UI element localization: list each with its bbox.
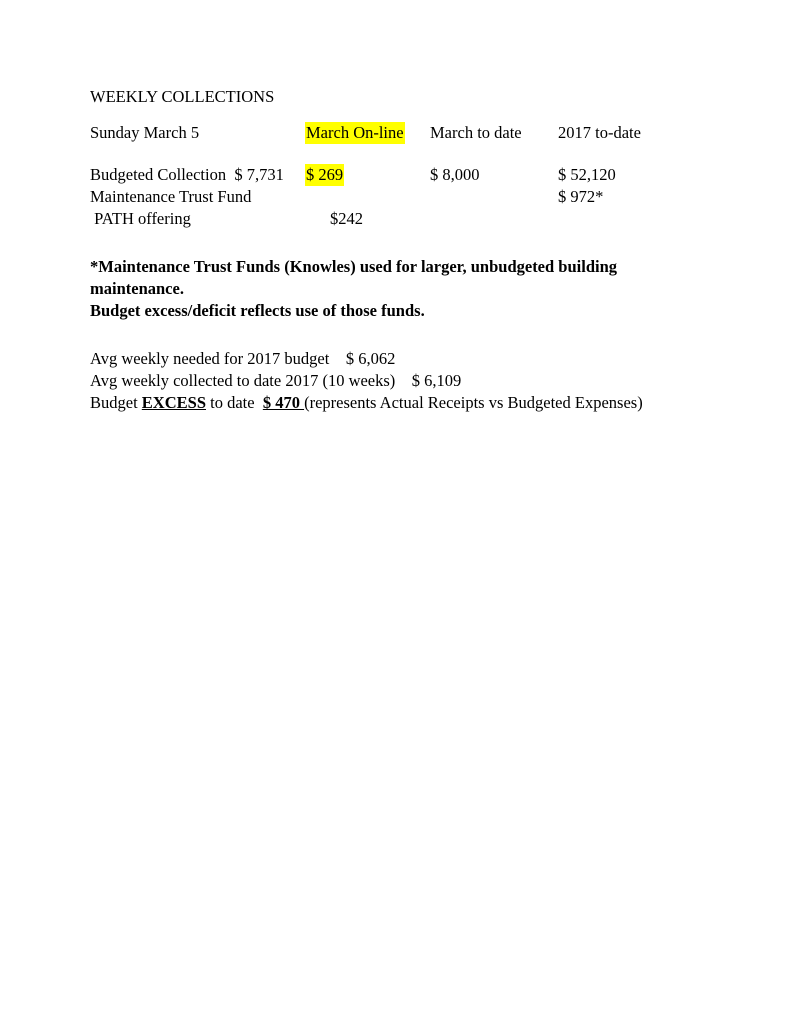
budgeted-collection-online: $ 269 (306, 165, 344, 184)
note-line-2: maintenance. (90, 279, 184, 298)
maintenance-trust-fund-label: Maintenance Trust Fund (90, 187, 252, 206)
budget-excess-word: EXCESS (141, 393, 206, 412)
maintenance-trust-fund-ytd: $ 972* (558, 187, 604, 206)
budget-excess-suffix: (represents Actual Receipts vs Budgeted Expenses) (304, 393, 643, 412)
table-row (90, 164, 710, 186)
note-line-3: Budget excess/deficit reflects use of those funds. (90, 301, 425, 320)
document-body (90, 86, 710, 414)
budgeted-collection-ytd: $ 52,120 (558, 165, 616, 184)
march-to-date-header: March to date (430, 123, 522, 142)
column-header-row (90, 122, 710, 144)
avg-weekly-collected: Avg weekly collected to date 2017 (10 weeks) $ 6,109 (90, 371, 462, 390)
table-row (90, 186, 710, 208)
budget-excess-mid: to date (206, 393, 263, 412)
path-offering-label: PATH offering (90, 209, 191, 228)
budget-excess-amount: $ 470 (262, 393, 305, 412)
spacer (90, 144, 710, 164)
note-line-1: *Maintenance Trust Funds (Knowles) used for larger, unbudgeted building (90, 257, 618, 276)
year-to-date-header: 2017 to-date (558, 123, 641, 142)
budget-excess-prefix: Budget (90, 393, 142, 412)
budgeted-collection-mtd: $ 8,000 (430, 165, 480, 184)
avg-weekly-needed: Avg weekly needed for 2017 budget $ 6,062 (90, 349, 396, 368)
sunday-date-label: Sunday March 5 (90, 123, 200, 142)
march-online-header: March On-line (306, 123, 404, 142)
spacer (90, 322, 710, 348)
page-title: WEEKLY COLLECTIONS (90, 87, 275, 106)
budget-excess-line (90, 392, 710, 414)
path-offering-amount: $242 (330, 209, 363, 228)
table-row (90, 208, 710, 230)
spacer (90, 230, 710, 256)
budgeted-collection-label: Budgeted Collection $ 7,731 (90, 165, 284, 184)
